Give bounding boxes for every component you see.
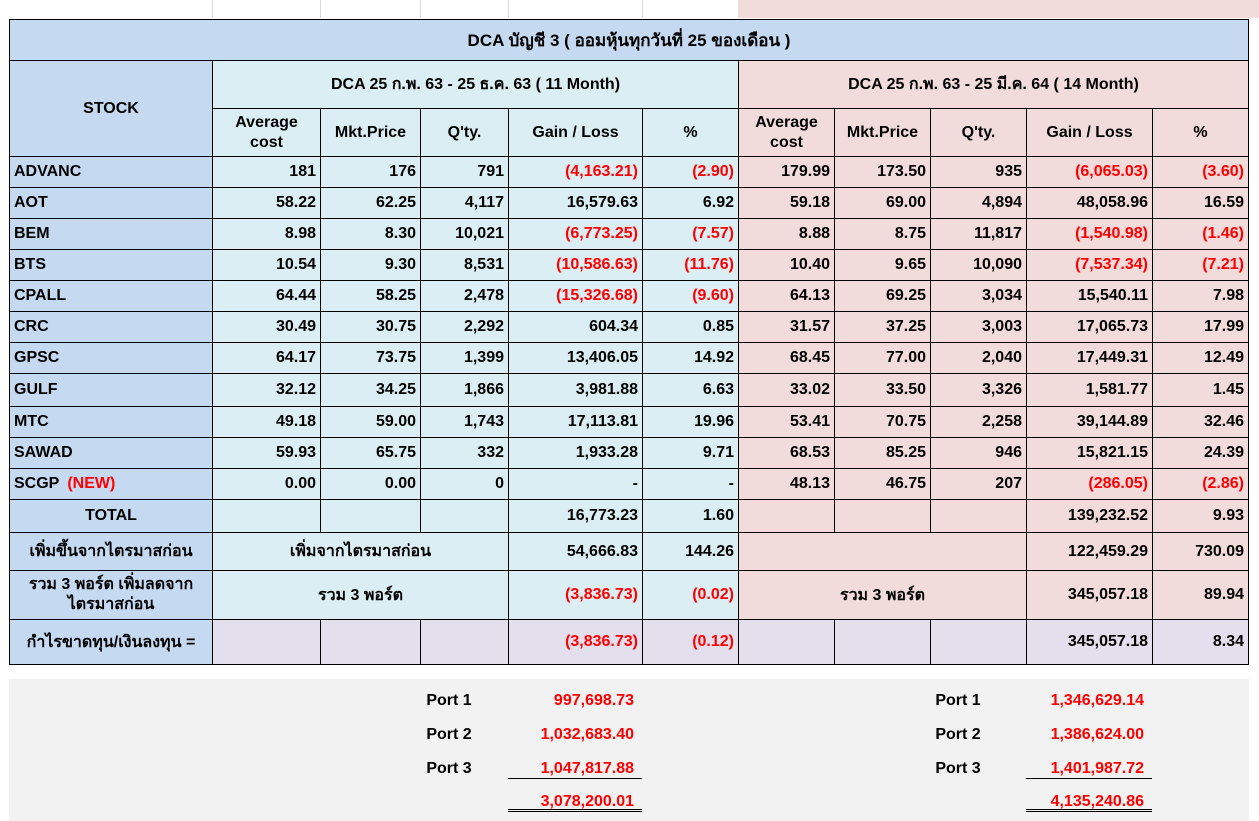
p2-qty: 4,894 [931, 188, 1027, 219]
p1-avg-cost: 64.44 [213, 281, 321, 312]
p1-avg-cost: 0.00 [213, 469, 321, 500]
left-port-3-value: 1,047,817.88 [508, 760, 642, 779]
p2-qty: 935 [931, 157, 1027, 188]
p1-avg-cost: 30.49 [213, 312, 321, 343]
p1-qty: 0 [421, 469, 509, 500]
stock-name [10, 219, 213, 250]
new-tag: (NEW) [67, 475, 116, 492]
stock-row [10, 407, 1249, 438]
stock-symbol: MTC [14, 413, 49, 430]
p1-col-avg-cost: Average cost [213, 109, 321, 157]
p1-mkt-price: 9.30 [321, 250, 421, 281]
period1-title: DCA 25 ก.พ. 63 - 25 ธ.ค. 63 ( 11 Month) [213, 61, 739, 109]
right-port-2-value: 1,386,624.00 [1050, 726, 1144, 743]
stock-symbol: SAWAD [14, 444, 73, 461]
p2-gain-loss: 39,144.89 [1027, 407, 1153, 438]
ratio-p2-pct: 8.34 [1153, 620, 1249, 665]
stock-name [10, 157, 213, 188]
p1-avg-cost: 64.17 [213, 343, 321, 374]
p1-mkt-price: 58.25 [321, 281, 421, 312]
right-port-3-label: Port 3 [935, 760, 981, 777]
stock-symbol: CPALL [14, 287, 67, 304]
p1-pct: 19.96 [643, 407, 739, 438]
stock-symbol: BTS [14, 256, 46, 273]
p1-mkt-price: 65.75 [321, 438, 421, 469]
p1-avg-cost: 32.12 [213, 374, 321, 407]
p2-mkt-price: 69.00 [835, 188, 931, 219]
increase-p1-label: เพิ่มจากไตรมาสก่อน [213, 533, 509, 571]
p1-gain-loss: 13,406.05 [509, 343, 643, 374]
period2-title: DCA 25 ก.พ. 63 - 25 มี.ค. 64 ( 14 Month) [739, 61, 1249, 109]
p1-mkt-price: 73.75 [321, 343, 421, 374]
total-p2-pct: 9.93 [1153, 500, 1249, 533]
sheet-strip-right [738, 0, 1259, 18]
p1-pct: 14.92 [643, 343, 739, 374]
p2-mkt-price: 85.25 [835, 438, 931, 469]
ratio-label: กำไรขาดทุน/เงินลงทุน = [10, 620, 213, 665]
p1-avg-cost: 59.93 [213, 438, 321, 469]
p2-col-pct: % [1153, 109, 1249, 157]
dca-table [9, 19, 1249, 665]
p1-gain-loss: 604.34 [509, 312, 643, 343]
p1-gain-loss: (4,163.21) [509, 157, 643, 188]
ratio-p2-gain: 345,057.18 [1027, 620, 1153, 665]
p2-mkt-price: 37.25 [835, 312, 931, 343]
right-port-1-label: Port 1 [935, 692, 981, 709]
stock-name [10, 188, 213, 219]
p2-qty: 946 [931, 438, 1027, 469]
p2-pct: (2.86) [1153, 469, 1249, 500]
p1-pct: - [643, 469, 739, 500]
p1-pct: (11.76) [643, 250, 739, 281]
p2-avg-cost: 68.45 [739, 343, 835, 374]
stock-name [10, 438, 213, 469]
p2-col-mkt-price: Mkt.Price [835, 109, 931, 157]
p1-qty: 791 [421, 157, 509, 188]
p2-avg-cost: 33.02 [739, 374, 835, 407]
p2-mkt-price: 33.50 [835, 374, 931, 407]
p2-avg-cost: 53.41 [739, 407, 835, 438]
combined-p1-label: รวม 3 พอร์ต [213, 571, 509, 620]
p2-mkt-price: 77.00 [835, 343, 931, 374]
p1-col-gain-loss: Gain / Loss [509, 109, 643, 157]
p1-mkt-price: 0.00 [321, 469, 421, 500]
p2-qty: 2,040 [931, 343, 1027, 374]
p1-avg-cost: 49.18 [213, 407, 321, 438]
p1-pct: (7.57) [643, 219, 739, 250]
p1-gain-loss: (6,773.25) [509, 219, 643, 250]
combined-p1-pct: (0.02) [643, 571, 739, 620]
p2-gain-loss: 15,540.11 [1027, 281, 1153, 312]
stock-row [10, 250, 1249, 281]
stock-symbol: CRC [14, 318, 49, 335]
right-port-2-label: Port 2 [935, 726, 981, 743]
p2-mkt-price: 8.75 [835, 219, 931, 250]
stock-symbol: AOT [14, 194, 48, 211]
p2-qty: 207 [931, 469, 1027, 500]
stock-symbol: SCGP [14, 475, 60, 492]
p1-gain-loss: 17,113.81 [509, 407, 643, 438]
stock-row [10, 219, 1249, 250]
stock-name [10, 281, 213, 312]
p2-pct: 7.98 [1153, 281, 1249, 312]
combined-label: รวม 3 พอร์ต เพิ่มลดจาก ไตรมาสก่อน [10, 571, 213, 620]
p2-col-avg-cost: Average cost [739, 109, 835, 157]
increase-p2-pct: 730.09 [1153, 533, 1249, 571]
p1-gain-loss: (15,326.68) [509, 281, 643, 312]
stock-row [10, 188, 1249, 219]
total-p1-gain: 16,773.23 [509, 500, 643, 533]
p2-avg-cost: 64.13 [739, 281, 835, 312]
stock-row [10, 312, 1249, 343]
p2-avg-cost: 8.88 [739, 219, 835, 250]
p1-mkt-price: 59.00 [321, 407, 421, 438]
stock-name [10, 374, 213, 407]
p2-avg-cost: 68.53 [739, 438, 835, 469]
stock-name [10, 250, 213, 281]
increase-p2-gain: 122,459.29 [1027, 533, 1153, 571]
p1-mkt-price: 8.30 [321, 219, 421, 250]
p1-mkt-price: 30.75 [321, 312, 421, 343]
p2-pct: 12.49 [1153, 343, 1249, 374]
p2-mkt-price: 9.65 [835, 250, 931, 281]
increase-p1-gain: 54,666.83 [509, 533, 643, 571]
stock-symbol: ADVANC [14, 163, 82, 180]
p1-qty: 10,021 [421, 219, 509, 250]
p1-col-mkt-price: Mkt.Price [321, 109, 421, 157]
p2-qty: 2,258 [931, 407, 1027, 438]
stock-symbol: GULF [14, 381, 58, 398]
p1-mkt-price: 176 [321, 157, 421, 188]
p1-gain-loss: 16,579.63 [509, 188, 643, 219]
p1-avg-cost: 8.98 [213, 219, 321, 250]
p2-gain-loss: 48,058.96 [1027, 188, 1153, 219]
p2-mkt-price: 46.75 [835, 469, 931, 500]
increase-p1-pct: 144.26 [643, 533, 739, 571]
p1-qty: 1,399 [421, 343, 509, 374]
p1-qty: 2,292 [421, 312, 509, 343]
p1-pct: 0.85 [643, 312, 739, 343]
p1-pct: 9.71 [643, 438, 739, 469]
stock-symbol: BEM [14, 225, 50, 242]
p2-qty: 3,003 [931, 312, 1027, 343]
p2-qty: 10,090 [931, 250, 1027, 281]
stock-name [10, 343, 213, 374]
p1-avg-cost: 10.54 [213, 250, 321, 281]
combined-p2-gain: 345,057.18 [1027, 571, 1153, 620]
stock-name [10, 469, 213, 500]
stock-row [10, 469, 1249, 500]
p1-pct: 6.63 [643, 374, 739, 407]
p1-gain-loss: 3,981.88 [509, 374, 643, 407]
p2-pct: 1.45 [1153, 374, 1249, 407]
p1-gain-loss: 1,933.28 [509, 438, 643, 469]
p2-gain-loss: 15,821.15 [1027, 438, 1153, 469]
p1-col-qty: Q'ty. [421, 109, 509, 157]
p2-avg-cost: 10.40 [739, 250, 835, 281]
right-port-1-value: 1,346,629.14 [1050, 692, 1144, 709]
p1-avg-cost: 58.22 [213, 188, 321, 219]
p1-pct: 6.92 [643, 188, 739, 219]
stock-header: STOCK [10, 61, 213, 157]
left-port-2-label: Port 2 [426, 726, 472, 743]
stock-name [10, 407, 213, 438]
ratio-p1-pct: (0.12) [643, 620, 739, 665]
p2-col-gain-loss: Gain / Loss [1027, 109, 1153, 157]
p2-avg-cost: 31.57 [739, 312, 835, 343]
ratio-p1-gain: (3,836.73) [509, 620, 643, 665]
p2-pct: (3.60) [1153, 157, 1249, 188]
p1-avg-cost: 181 [213, 157, 321, 188]
left-port-1-value: 997,698.73 [553, 692, 634, 709]
p2-pct: 32.46 [1153, 407, 1249, 438]
combined-p2-label: รวม 3 พอร์ต [739, 571, 1027, 620]
p2-pct: 24.39 [1153, 438, 1249, 469]
sheet-title: DCA บัญชี 3 ( ออมหุ้นทุกวันที่ 25 ของเดือน ) [10, 20, 1249, 61]
p2-gain-loss: 1,581.77 [1027, 374, 1153, 407]
stock-symbol: GPSC [14, 349, 60, 366]
p2-gain-loss: (7,537.34) [1027, 250, 1153, 281]
p2-avg-cost: 179.99 [739, 157, 835, 188]
p1-mkt-price: 62.25 [321, 188, 421, 219]
right-ports-sum: 4,135,240.86 [1026, 793, 1152, 812]
right-port-3-value: 1,401,987.72 [1026, 760, 1152, 779]
p2-col-qty: Q'ty. [931, 109, 1027, 157]
p1-mkt-price: 34.25 [321, 374, 421, 407]
p1-pct: (2.90) [643, 157, 739, 188]
stock-row [10, 343, 1249, 374]
p2-mkt-price: 173.50 [835, 157, 931, 188]
p1-col-pct: % [643, 109, 739, 157]
total-label: TOTAL [10, 500, 213, 533]
p2-pct: 16.59 [1153, 188, 1249, 219]
combined-p2-pct: 89.94 [1153, 571, 1249, 620]
left-port-2-value: 1,032,683.40 [540, 726, 634, 743]
p1-pct: (9.60) [643, 281, 739, 312]
p2-pct: 17.99 [1153, 312, 1249, 343]
p2-gain-loss: 17,065.73 [1027, 312, 1153, 343]
left-port-3-label: Port 3 [426, 760, 472, 777]
stock-name [10, 312, 213, 343]
p2-gain-loss: (286.05) [1027, 469, 1153, 500]
p1-qty: 1,866 [421, 374, 509, 407]
p2-pct: (7.21) [1153, 250, 1249, 281]
stock-row [10, 438, 1249, 469]
stock-row [10, 157, 1249, 188]
p2-qty: 3,326 [931, 374, 1027, 407]
p2-pct: (1.46) [1153, 219, 1249, 250]
p2-qty: 3,034 [931, 281, 1027, 312]
p1-qty: 4,117 [421, 188, 509, 219]
p2-avg-cost: 59.18 [739, 188, 835, 219]
p1-qty: 1,743 [421, 407, 509, 438]
increase-label: เพิ่มขึ้นจากไตรมาสก่อน [10, 533, 213, 571]
total-p1-pct: 1.60 [643, 500, 739, 533]
p2-gain-loss: 17,449.31 [1027, 343, 1153, 374]
combined-p1-gain: (3,836.73) [509, 571, 643, 620]
stock-row [10, 374, 1249, 407]
left-ports-sum: 3,078,200.01 [508, 793, 642, 812]
p2-mkt-price: 70.75 [835, 407, 931, 438]
sheet-strip-left [0, 0, 738, 18]
p2-gain-loss: (6,065.03) [1027, 157, 1153, 188]
stock-row [10, 281, 1249, 312]
p1-gain-loss: - [509, 469, 643, 500]
p1-qty: 8,531 [421, 250, 509, 281]
p1-gain-loss: (10,586.63) [509, 250, 643, 281]
p2-avg-cost: 48.13 [739, 469, 835, 500]
left-port-1-label: Port 1 [426, 692, 472, 709]
p1-qty: 332 [421, 438, 509, 469]
p2-mkt-price: 69.25 [835, 281, 931, 312]
p2-gain-loss: (1,540.98) [1027, 219, 1153, 250]
p1-qty: 2,478 [421, 281, 509, 312]
p2-qty: 11,817 [931, 219, 1027, 250]
total-p2-gain: 139,232.52 [1027, 500, 1153, 533]
